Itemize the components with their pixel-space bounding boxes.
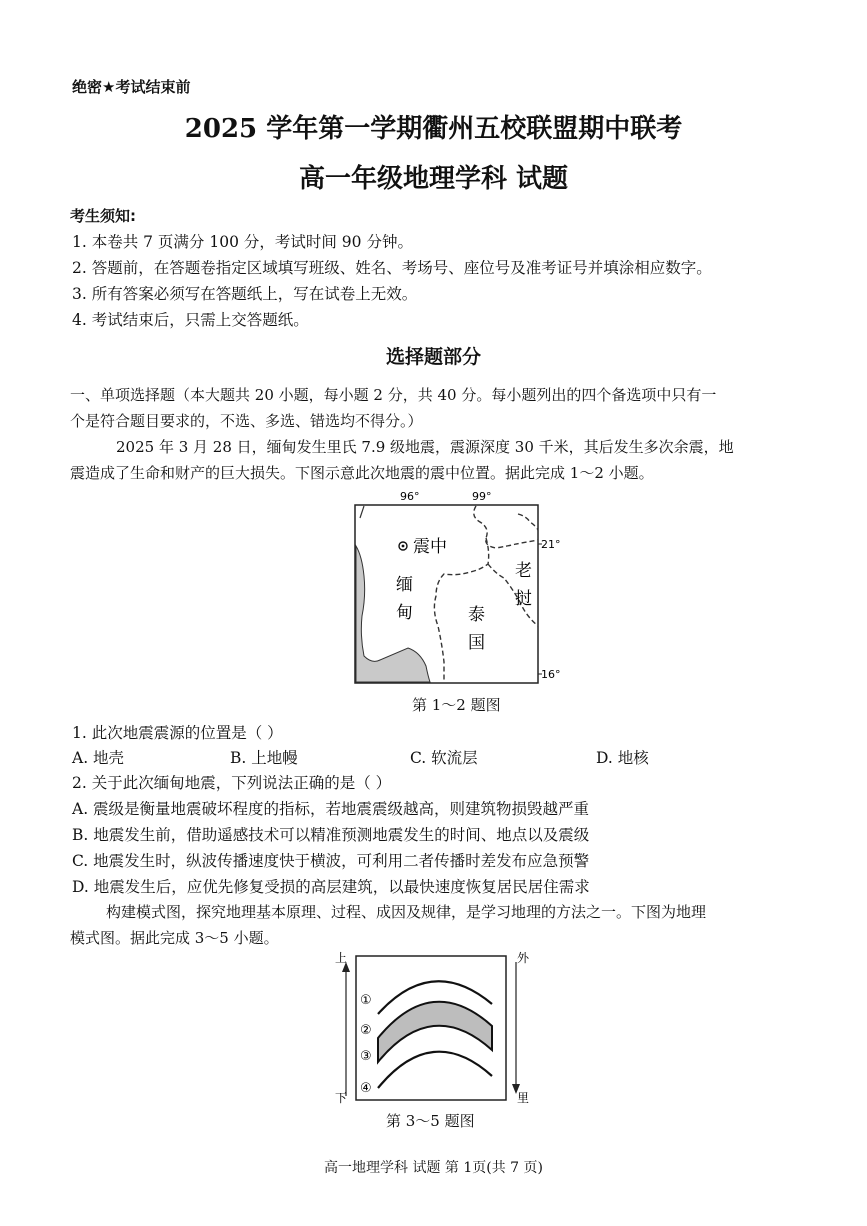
answer-option: A. 地壳: [72, 749, 125, 767]
country-label-laos: 老: [515, 561, 532, 581]
passage-line: 构建模式图，探究地理基本原理、过程、成因及规律，是学习地理的方法之一。下图为地理: [106, 903, 707, 921]
answer-option: B. 地震发生前，借助遥感技术可以精准预测地震发生的时间、地点以及震级: [72, 826, 590, 844]
notice-item: 1. 本卷共 7 页满分 100 分，考试时间 90 分钟。: [72, 233, 413, 251]
country-label-thailand: 国: [468, 633, 485, 653]
notice-item: 4. 考试结束后，只需上交答题纸。: [72, 311, 309, 329]
section-title: 选择题部分: [385, 346, 481, 368]
answer-option: C. 软流层: [410, 749, 478, 767]
exam-title: 2025 学年第一学期衢州五校联盟期中联考: [184, 114, 683, 144]
lon-label: 99°: [472, 490, 492, 503]
map-frame: [355, 505, 538, 683]
question-stem: 2. 关于此次缅甸地震，下列说法正确的是（ ）: [72, 774, 392, 792]
layer-label: ③: [360, 1049, 372, 1064]
lat-label: 16°: [541, 668, 561, 681]
label-outer: 外: [517, 951, 530, 965]
passage-line: 2025 年 3 月 28 日，缅甸发生里氏 7.9 级地震，震源深度 30 千米，其后发生多次余震，地: [116, 438, 734, 456]
notice-item: 3. 所有答案必须写在答题纸上，写在试卷上无效。: [72, 285, 418, 303]
figure-caption: 第 3～5 题图: [386, 1112, 475, 1130]
lat-label: 21°: [541, 538, 561, 551]
label-inner: 里: [517, 1091, 530, 1105]
layer-label: ②: [360, 1023, 372, 1038]
country-label-laos: 挝: [515, 589, 532, 609]
epicenter-label: 震中: [413, 537, 447, 557]
notice-heading: 考生须知:: [70, 207, 136, 225]
passage-line: 模式图。据此完成 3～5 小题。: [70, 929, 279, 947]
notice-item: 2. 答题前，在答题卷指定区域填写班级、姓名、考场号、座位号及准考证号并填涂相应数字。: [72, 259, 712, 277]
earthquake-map: [340, 486, 570, 686]
country-label-myanmar: 缅: [396, 575, 413, 595]
part-intro-line: 个是符合题目要求的，不选、多选、错选均不得分。）: [70, 412, 423, 430]
label-down: 下: [335, 1091, 348, 1105]
question-stem: 1. 此次地震震源的位置是（ ）: [72, 724, 283, 742]
page-footer: 高一地理学科 试题 第 1页(共 7 页): [324, 1160, 543, 1176]
label-up: 上: [335, 951, 348, 965]
figure-caption: 第 1～2 题图: [412, 696, 501, 714]
layer-label: ④: [360, 1081, 372, 1096]
lon-label: 96°: [400, 490, 420, 503]
answer-option: D. 地震发生后，应优先修复受损的高层建筑，以最快速度恢复居民居住需求: [72, 878, 590, 896]
answer-option: D. 地核: [596, 749, 649, 767]
passage-line: 震造成了生命和财产的巨大损失。下图示意此次地震的震中位置。据此完成 1～2 小题。: [70, 464, 654, 482]
exam-subtitle: 高一年级地理学科 试题: [298, 164, 569, 194]
answer-option: B. 上地幔: [230, 749, 298, 767]
layer-diagram: [332, 948, 532, 1108]
country-label-myanmar: 甸: [396, 603, 413, 623]
country-label-thailand: 泰: [468, 605, 485, 625]
layer-label: ①: [360, 993, 372, 1008]
answer-option: A. 震级是衡量地震破坏程度的指标，若地震震级越高，则建筑物损毁越严重: [72, 800, 590, 818]
part-intro-line: 一、单项选择题（本大题共 20 小题，每小题 2 分，共 40 分。每小题列出的四个备选项中只有一: [70, 386, 717, 404]
confidential-label: 绝密★考试结束前: [72, 78, 191, 96]
answer-option: C. 地震发生时，纵波传播速度快于横波，可利用二者传播时差发布应急预警: [72, 852, 590, 870]
